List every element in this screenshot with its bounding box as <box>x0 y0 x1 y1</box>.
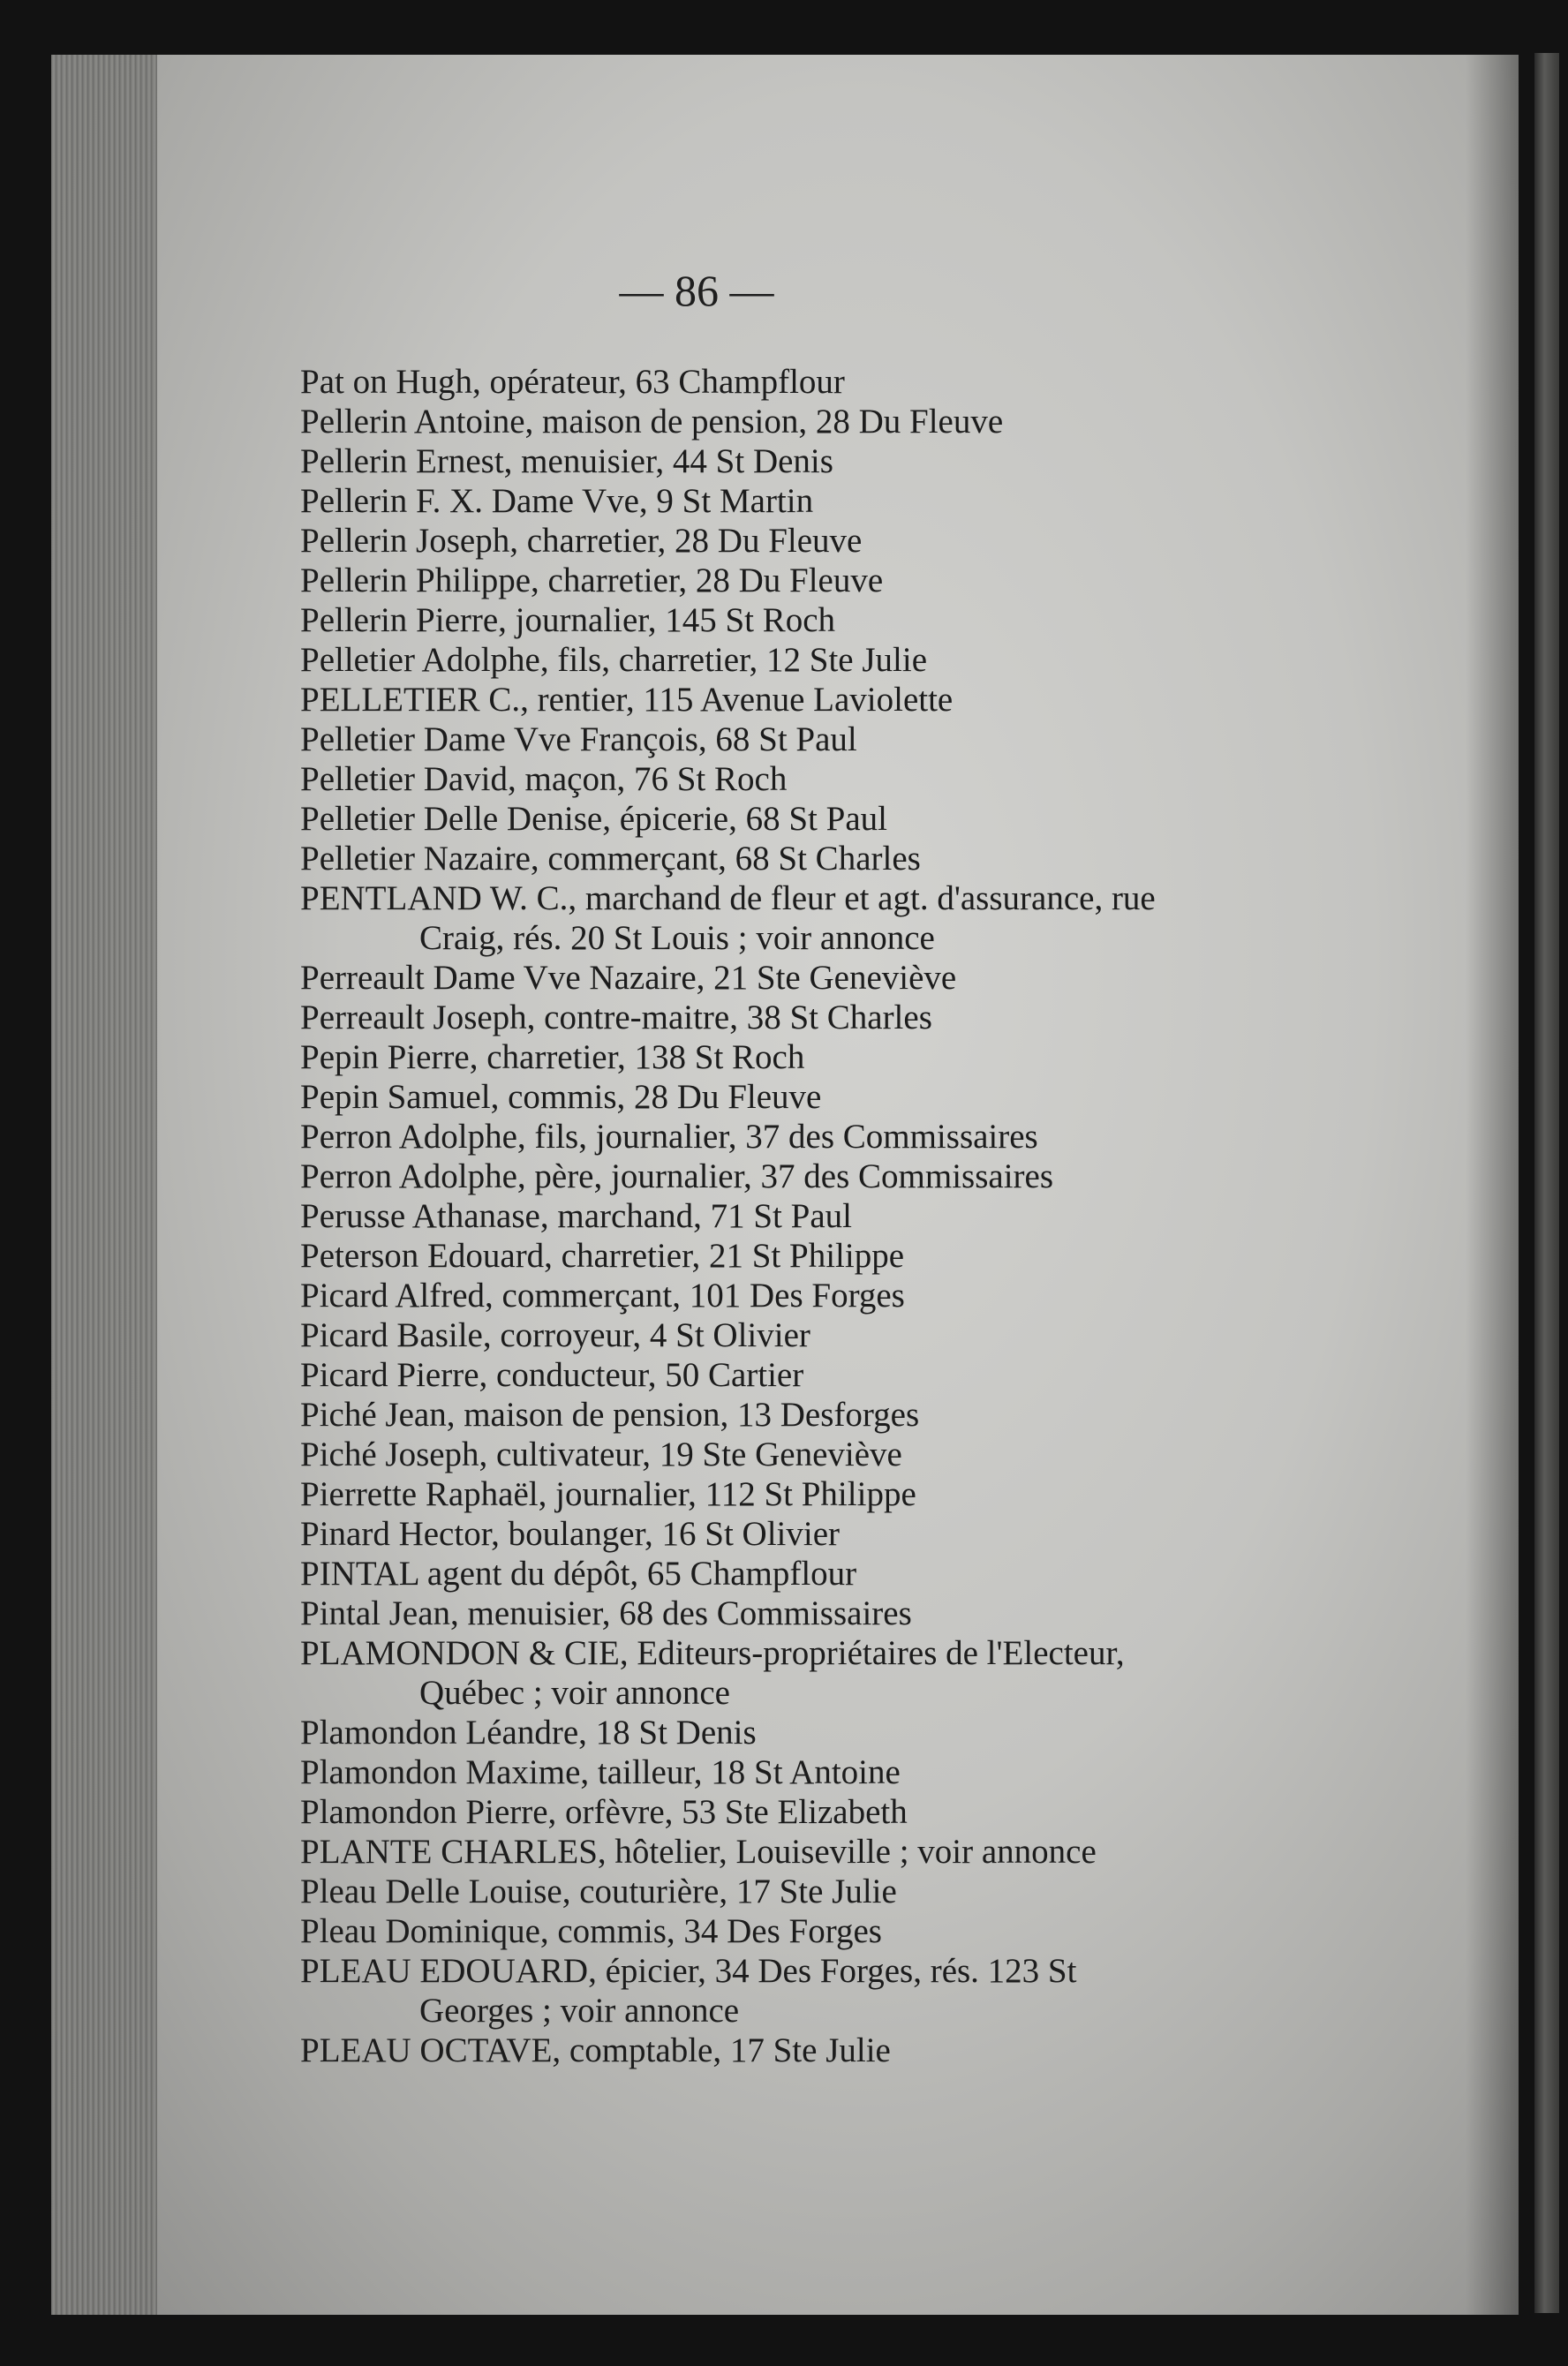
directory-entry <box>300 1117 1448 1157</box>
directory-entry <box>300 878 1448 958</box>
entry-text: Pepin Samuel, commis, 28 Du Fleuve <box>300 1078 822 1116</box>
directory-entry <box>300 839 1448 878</box>
entry-text: Pleau Delle Louise, couturière, 17 Ste Julie <box>300 1872 897 1910</box>
page-number: — 86 — <box>619 266 774 315</box>
directory-entry <box>300 1554 1448 1594</box>
entry-text: Perreault Dame Vve Nazaire, 21 Ste Geneviève <box>300 959 957 997</box>
directory-entry <box>300 1474 1448 1514</box>
entry-text: Peterson Edouard, charretier, 21 St Philippe <box>300 1237 905 1275</box>
entry-text: Plamondon Maxime, tailleur, 18 St Antoine <box>300 1753 901 1791</box>
entry-text: Pelletier David, maçon, 76 St Roch <box>300 760 788 798</box>
page-gutter-shadow <box>1466 55 1519 2315</box>
directory-entries <box>300 362 1448 2070</box>
directory-entry <box>300 600 1448 640</box>
entry-text: PENTLAND W. C., marchand de fleur et agt. d'assurance, rue <box>300 879 1156 917</box>
directory-entry <box>300 1236 1448 1276</box>
directory-entry <box>300 441 1448 481</box>
entry-text: Picard Basile, corroyeur, 4 St Olivier <box>300 1316 810 1354</box>
directory-entry <box>300 1514 1448 1554</box>
entry-text: Pelletier Dame Vve François, 68 St Paul <box>300 720 857 758</box>
entry-text: PLEAU OCTAVE, comptable, 17 Ste Julie <box>300 2031 891 2069</box>
directory-entry <box>300 1315 1448 1355</box>
entry-text: Pleau Dominique, commis, 34 Des Forges <box>300 1912 882 1950</box>
entry-text: Pelletier Delle Denise, épicerie, 68 St Paul <box>300 800 887 838</box>
entry-text: PINTAL agent du dépôt, 65 Champflour <box>300 1555 857 1593</box>
entry-continuation: Québec ; voir annonce <box>419 1674 730 1712</box>
entry-text: Pellerin Joseph, charretier, 28 Du Fleuve <box>300 522 863 560</box>
directory-entry <box>300 1911 1448 1951</box>
entry-text: Pepin Pierre, charretier, 138 St Roch <box>300 1038 805 1076</box>
directory-entry <box>300 1395 1448 1435</box>
directory-entry <box>300 481 1448 521</box>
directory-entry <box>300 1792 1448 1832</box>
entry-text: Pellerin F. X. Dame Vve, 9 St Martin <box>300 482 814 520</box>
page-stack-edge <box>51 55 157 2315</box>
directory-entry <box>300 759 1448 799</box>
directory-entry <box>300 958 1448 998</box>
directory-entry <box>300 521 1448 561</box>
directory-entry <box>300 799 1448 839</box>
entry-text: Pierrette Raphaël, journalier, 112 St Philippe <box>300 1475 916 1513</box>
directory-entry <box>300 1435 1448 1474</box>
entry-text: Picard Alfred, commerçant, 101 Des Forges <box>300 1277 905 1315</box>
entry-text: PLANTE CHARLES, hôtelier, Louiseville ; voir annonce <box>300 1833 1097 1871</box>
directory-entry <box>300 1713 1448 1752</box>
entry-text: Pelletier Nazaire, commerçant, 68 St Charles <box>300 840 921 878</box>
directory-entry <box>300 720 1448 759</box>
directory-entry <box>300 1037 1448 1077</box>
entry-text: Pellerin Ernest, menuisier, 44 St Denis <box>300 442 833 480</box>
directory-entry <box>300 1951 1448 2031</box>
entry-text: Pintal Jean, menuisier, 68 des Commissaires <box>300 1594 912 1632</box>
directory-entry <box>300 1077 1448 1117</box>
entry-text: Perreault Joseph, contre-maitre, 38 St Charles <box>300 998 932 1036</box>
entry-text: Pellerin Pierre, journalier, 145 St Roch <box>300 601 836 639</box>
entry-text: Perron Adolphe, fils, journalier, 37 des Commissaires <box>300 1118 1038 1156</box>
entry-text: Pelletier Adolphe, fils, charretier, 12 Ste Julie <box>300 641 927 679</box>
entry-continuation: Craig, rés. 20 St Louis ; voir annonce <box>419 919 935 957</box>
entry-text: Plamondon Léandre, 18 St Denis <box>300 1714 757 1752</box>
entry-text: PLEAU EDOUARD, épicier, 34 Des Forges, rés. 123 St <box>300 1952 1077 1990</box>
directory-entry <box>300 561 1448 600</box>
directory-entry <box>300 640 1448 680</box>
adjacent-page-edge <box>1534 53 1559 2313</box>
directory-entry <box>300 1752 1448 1792</box>
entry-text: PLAMONDON & CIE, Editeurs-propriétaires de l'Electeur, <box>300 1634 1125 1672</box>
entry-text: Perusse Athanase, marchand, 71 St Paul <box>300 1197 852 1235</box>
entry-text: Pinard Hector, boulanger, 16 St Olivier <box>300 1515 840 1553</box>
entry-text: PELLETIER C., rentier, 115 Avenue Laviolette <box>300 681 954 719</box>
directory-entry <box>300 362 1448 402</box>
entry-text: Piché Jean, maison de pension, 13 Desforges <box>300 1396 920 1434</box>
entry-text: Pellerin Antoine, maison de pension, 28 Du Fleuve <box>300 403 1004 441</box>
directory-entry <box>300 2031 1448 2070</box>
entry-text: Pat on Hugh, opérateur, 63 Champflour <box>300 363 845 401</box>
directory-entry <box>300 402 1448 441</box>
directory-entry <box>300 1594 1448 1633</box>
directory-entry <box>300 1872 1448 1911</box>
entry-text: Picard Pierre, conducteur, 50 Cartier <box>300 1356 804 1394</box>
directory-entry <box>300 1276 1448 1315</box>
entry-continuation: Georges ; voir annonce <box>419 1992 740 2030</box>
entry-text: Pellerin Philippe, charretier, 28 Du Fleuve <box>300 561 884 599</box>
entry-text: Perron Adolphe, père, journalier, 37 des Commissaires <box>300 1157 1054 1195</box>
directory-entry <box>300 1355 1448 1395</box>
directory-entry <box>300 1157 1448 1196</box>
directory-entry <box>300 680 1448 720</box>
directory-entry <box>300 998 1448 1037</box>
directory-entry <box>300 1832 1448 1872</box>
entry-text: Piché Joseph, cultivateur, 19 Ste Geneviève <box>300 1435 902 1473</box>
entry-text: Plamondon Pierre, orfèvre, 53 Ste Elizabeth <box>300 1793 908 1831</box>
directory-entry <box>300 1633 1448 1713</box>
directory-entry <box>300 1196 1448 1236</box>
